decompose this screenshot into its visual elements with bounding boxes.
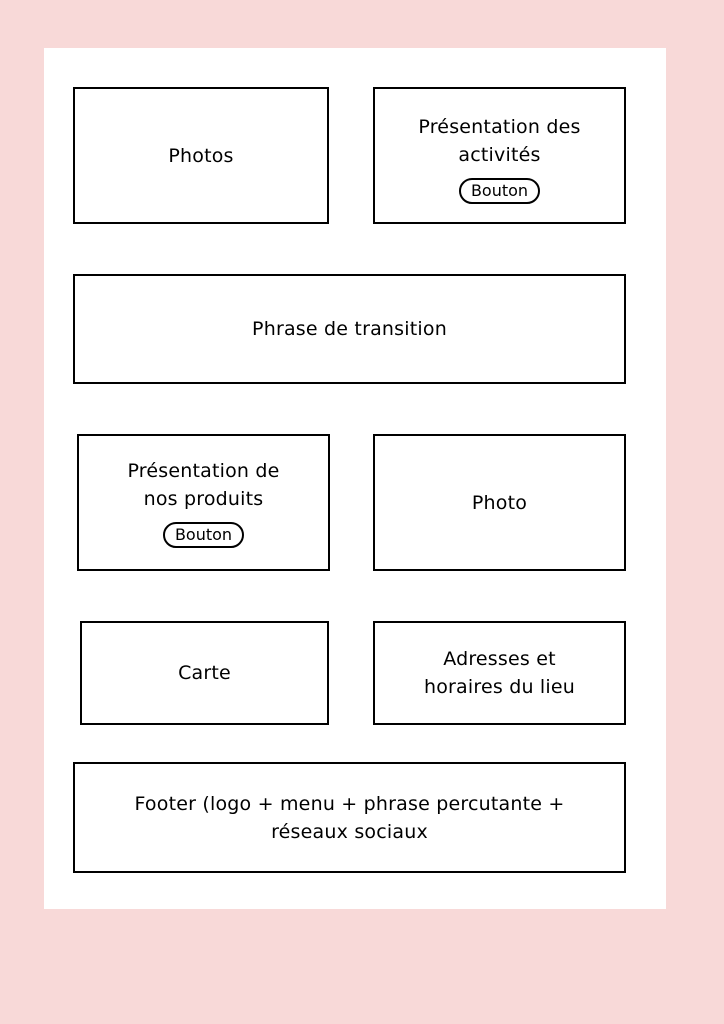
photos-label: Photos bbox=[168, 144, 234, 167]
footer-label: Footer (logo + menu + phrase percutante + réseaux sociaux bbox=[134, 792, 565, 843]
photos-block bbox=[73, 87, 329, 224]
address-label: Adresses et horaires du lieu bbox=[423, 648, 576, 698]
activities-block bbox=[373, 87, 626, 224]
activities-label: Présentation des activités bbox=[418, 116, 581, 166]
photo-block bbox=[373, 434, 626, 571]
products-button[interactable]: Bouton bbox=[163, 522, 244, 548]
products-label: Présentation de nos produits bbox=[127, 460, 280, 510]
transition-block bbox=[73, 274, 626, 384]
activities-button[interactable]: Bouton bbox=[459, 178, 540, 204]
map-label: Carte bbox=[178, 662, 231, 684]
address-block bbox=[373, 621, 626, 725]
photo-label: Photo bbox=[471, 491, 528, 514]
transition-label: Phrase de transition bbox=[252, 318, 447, 340]
footer-block bbox=[73, 762, 626, 873]
map-block bbox=[80, 621, 329, 725]
products-block bbox=[77, 434, 330, 571]
